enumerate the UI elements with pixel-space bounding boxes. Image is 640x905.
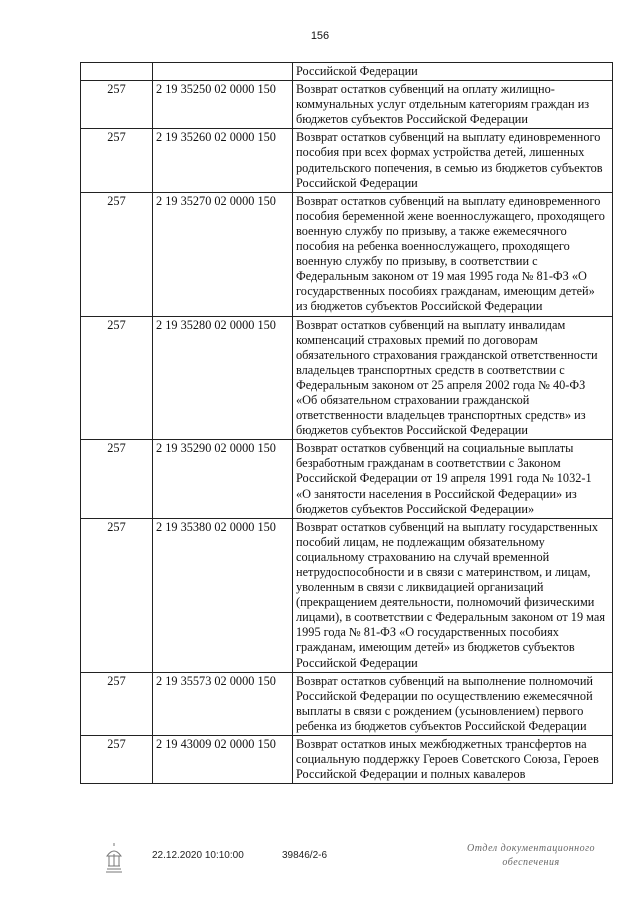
admin-code-cell: 257 [81, 736, 153, 784]
admin-code-cell: 257 [81, 672, 153, 735]
table-row [81, 440, 613, 518]
table-row [81, 672, 613, 735]
page-footer [0, 842, 640, 892]
table-row [81, 736, 613, 784]
description-cell: Российской Федерации [293, 63, 613, 81]
description-cell: Возврат остатков субвенций на оплату жилищно-коммунальных услуг отдельным категориям граждан из бюджетов субъектов Российской Федерации [293, 81, 613, 129]
kbk-code-cell: 2 19 43009 02 0000 150 [153, 736, 293, 784]
description-cell: Возврат остатков субвенций на выплату инвалидам компенсаций страховых премий по договорам обязательного страхования гражданской ответственности владельцев транспортных средств в соответствии с Федеральным законом от 25 апреля 2002 года № 40-ФЗ «Об обязательном страховании гражданской ответственности владельцев транспортных средств» из бюджетов субъектов Российской Федерации [293, 316, 613, 440]
kbk-code-cell: 2 19 35573 02 0000 150 [153, 672, 293, 735]
description-cell: Возврат остатков субвенций на выплату единовременного пособия при всех формах устройства детей, лишенных родительского попечения, в семью из бюджетов субъектов Российской Федерации [293, 129, 613, 192]
description-cell: Возврат остатков субвенций на социальные выплаты безработным гражданам в соответствии с Законом Российской Федерации от 19 апреля 1991 года № 1032-1 «О занятости населения в Российской Федерации» из бюджетов субъектов Российской Федерации» [293, 440, 613, 518]
description-cell: Возврат остатков субвенций на выплату государственных пособий лицам, не подлежащим обязательному социальному страхованию на случай временной нетрудоспособности и в связи с материнством, и лицам, уволенным в связи с ликвидацией организаций (прекращением деятельности, полномочий физическими лицами), в соответствии с Федеральным законом от 19 мая 1995 года № 81-ФЗ «О государственных пособиях гражданам, имеющим детей» из бюджетов субъектов Российской Федерации [293, 518, 613, 672]
budget-codes-table [80, 62, 613, 784]
description-cell: Возврат остатков иных межбюджетных трансфертов на социальную поддержку Героев Советского Союза, Героев Российской Федерации и полных кавалеров [293, 736, 613, 784]
description-cell: Возврат остатков субвенций на выплату единовременного пособия беременной жене военнослужащего, проходящего военную службу по призыву, а также ежемесячного пособия на ребенка военнослужащего, проходящего военную службу по призыву, в соответствии с Федеральным законом от 19 мая 1995 года № 81-ФЗ «О государственных пособиях гражданам, имеющим детей» из бюджетов субъектов Российской Федерации [293, 192, 613, 316]
kbk-code-cell: 2 19 35270 02 0000 150 [153, 192, 293, 316]
kbk-code-cell: 2 19 35380 02 0000 150 [153, 518, 293, 672]
table-row [81, 518, 613, 672]
stamp-line: обеспечения [502, 857, 560, 868]
kbk-code-cell: 2 19 35290 02 0000 150 [153, 440, 293, 518]
kbk-code-cell: 2 19 35250 02 0000 150 [153, 81, 293, 129]
table-row [81, 81, 613, 129]
table-row [81, 129, 613, 192]
admin-code-cell: 257 [81, 192, 153, 316]
admin-code-cell: 257 [81, 316, 153, 440]
kbk-code-cell [153, 63, 293, 81]
kbk-code-cell: 2 19 35260 02 0000 150 [153, 129, 293, 192]
kbk-code-cell: 2 19 35280 02 0000 150 [153, 316, 293, 440]
page-number: 156 [310, 30, 330, 42]
admin-code-cell: 257 [81, 129, 153, 192]
admin-code-cell: 257 [81, 81, 153, 129]
document-date: 22.12.2020 10:10:00 [152, 850, 244, 861]
table-row [81, 63, 613, 81]
table-row [81, 316, 613, 440]
department-stamp [446, 842, 616, 870]
table-row [81, 192, 613, 316]
admin-code-cell: 257 [81, 440, 153, 518]
registration-number: 39846/2-6 [282, 850, 328, 861]
emblem-icon [100, 842, 128, 876]
stamp-line: Отдел документационного [466, 843, 596, 854]
admin-code-cell: 257 [81, 518, 153, 672]
admin-code-cell [81, 63, 153, 81]
description-cell: Возврат остатков субвенций на выполнение полномочий Российской Федерации по осуществлению ежемесячной выплаты в связи с рождением (усыновлением) первого ребенка из бюджетов субъектов Российской Федерации [293, 672, 613, 735]
